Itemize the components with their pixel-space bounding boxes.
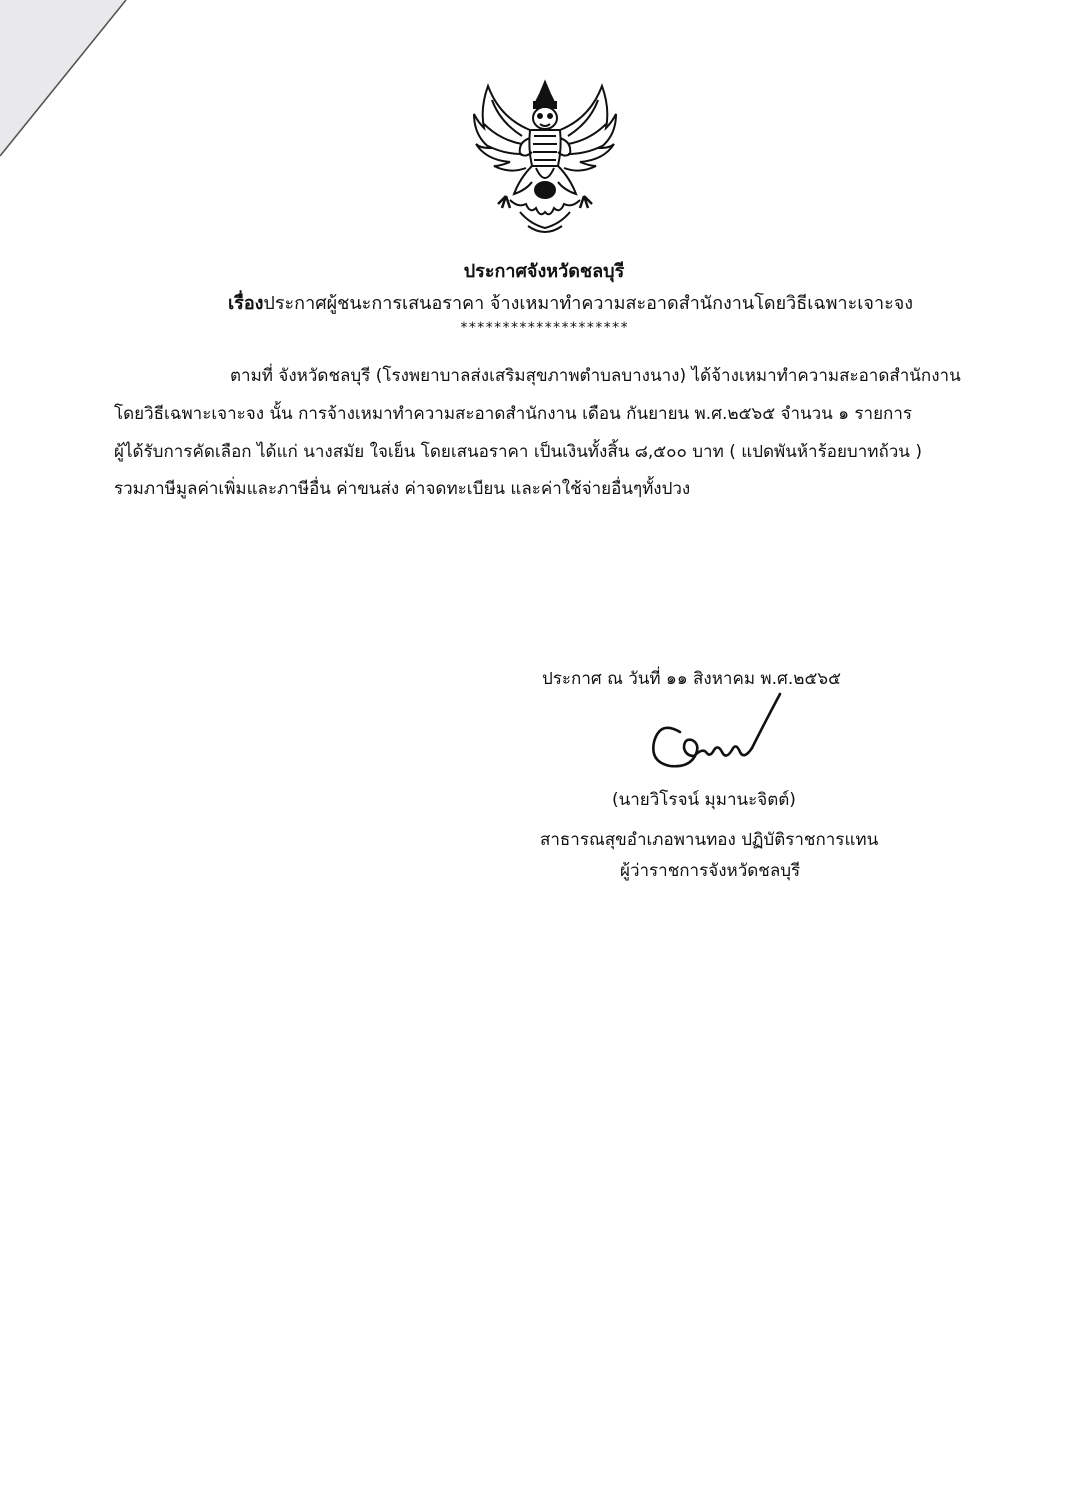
signer-name: (นายวิโรจน์ มุมานะจิตต์) — [612, 790, 796, 810]
body-line-1: ตามที่ จังหวัดชลบุรี (โรงพยาบาลส่งเสริมสุขภาพตำบลบางนาง) ได้จ้างเหมาทำความสะอาดสำนักงาน — [230, 366, 961, 386]
handwritten-signature — [640, 690, 800, 790]
subject-text: ประกาศผู้ชนะการเสนอราคา จ้างเหมาทำความสะอาดสำนักงานโดยวิธีเฉพาะเจาะจง — [263, 293, 914, 314]
announcement-date: ประกาศ ณ วันที่ ๑๑ สิงหาคม พ.ศ.๒๕๖๕ — [542, 669, 841, 689]
signer-position: สาธารณสุขอำเภอพานทอง ปฏิบัติราชการแทน — [540, 830, 879, 850]
garuda-emblem — [470, 78, 620, 240]
title-separator: ******************** — [459, 320, 629, 336]
announcement-subject — [228, 288, 913, 317]
announcement-title: ประกาศจังหวัดชลบุรี — [463, 261, 625, 282]
body-line-4: รวมภาษีมูลค่าเพิ่มและภาษีอื่น ค่าขนส่ง ค่าจดทะเบียน และค่าใช้จ่ายอื่นๆทั้งปวง — [114, 479, 691, 499]
subject-label: เรื่อง — [228, 293, 264, 314]
body-line-3: ผู้ได้รับการคัดเลือก ได้แก่ นางสมัย ใจเย็น โดยเสนอราคา เป็นเงินทั้งสิ้น ๘,๕๐๐ บาท ( แปดพันห้าร้อยบาทถ้วน ) — [114, 442, 922, 462]
signer-acting-for: ผู้ว่าราชการจังหวัดชลบุรี — [620, 861, 801, 881]
page-corner-shadow — [0, 0, 130, 160]
body-line-2: โดยวิธีเฉพาะเจาะจง นั้น การจ้างเหมาทำความสะอาดสำนักงาน เดือน กันยายน พ.ศ.๒๕๖๕ จำนวน ๑ รายการ — [114, 404, 912, 424]
